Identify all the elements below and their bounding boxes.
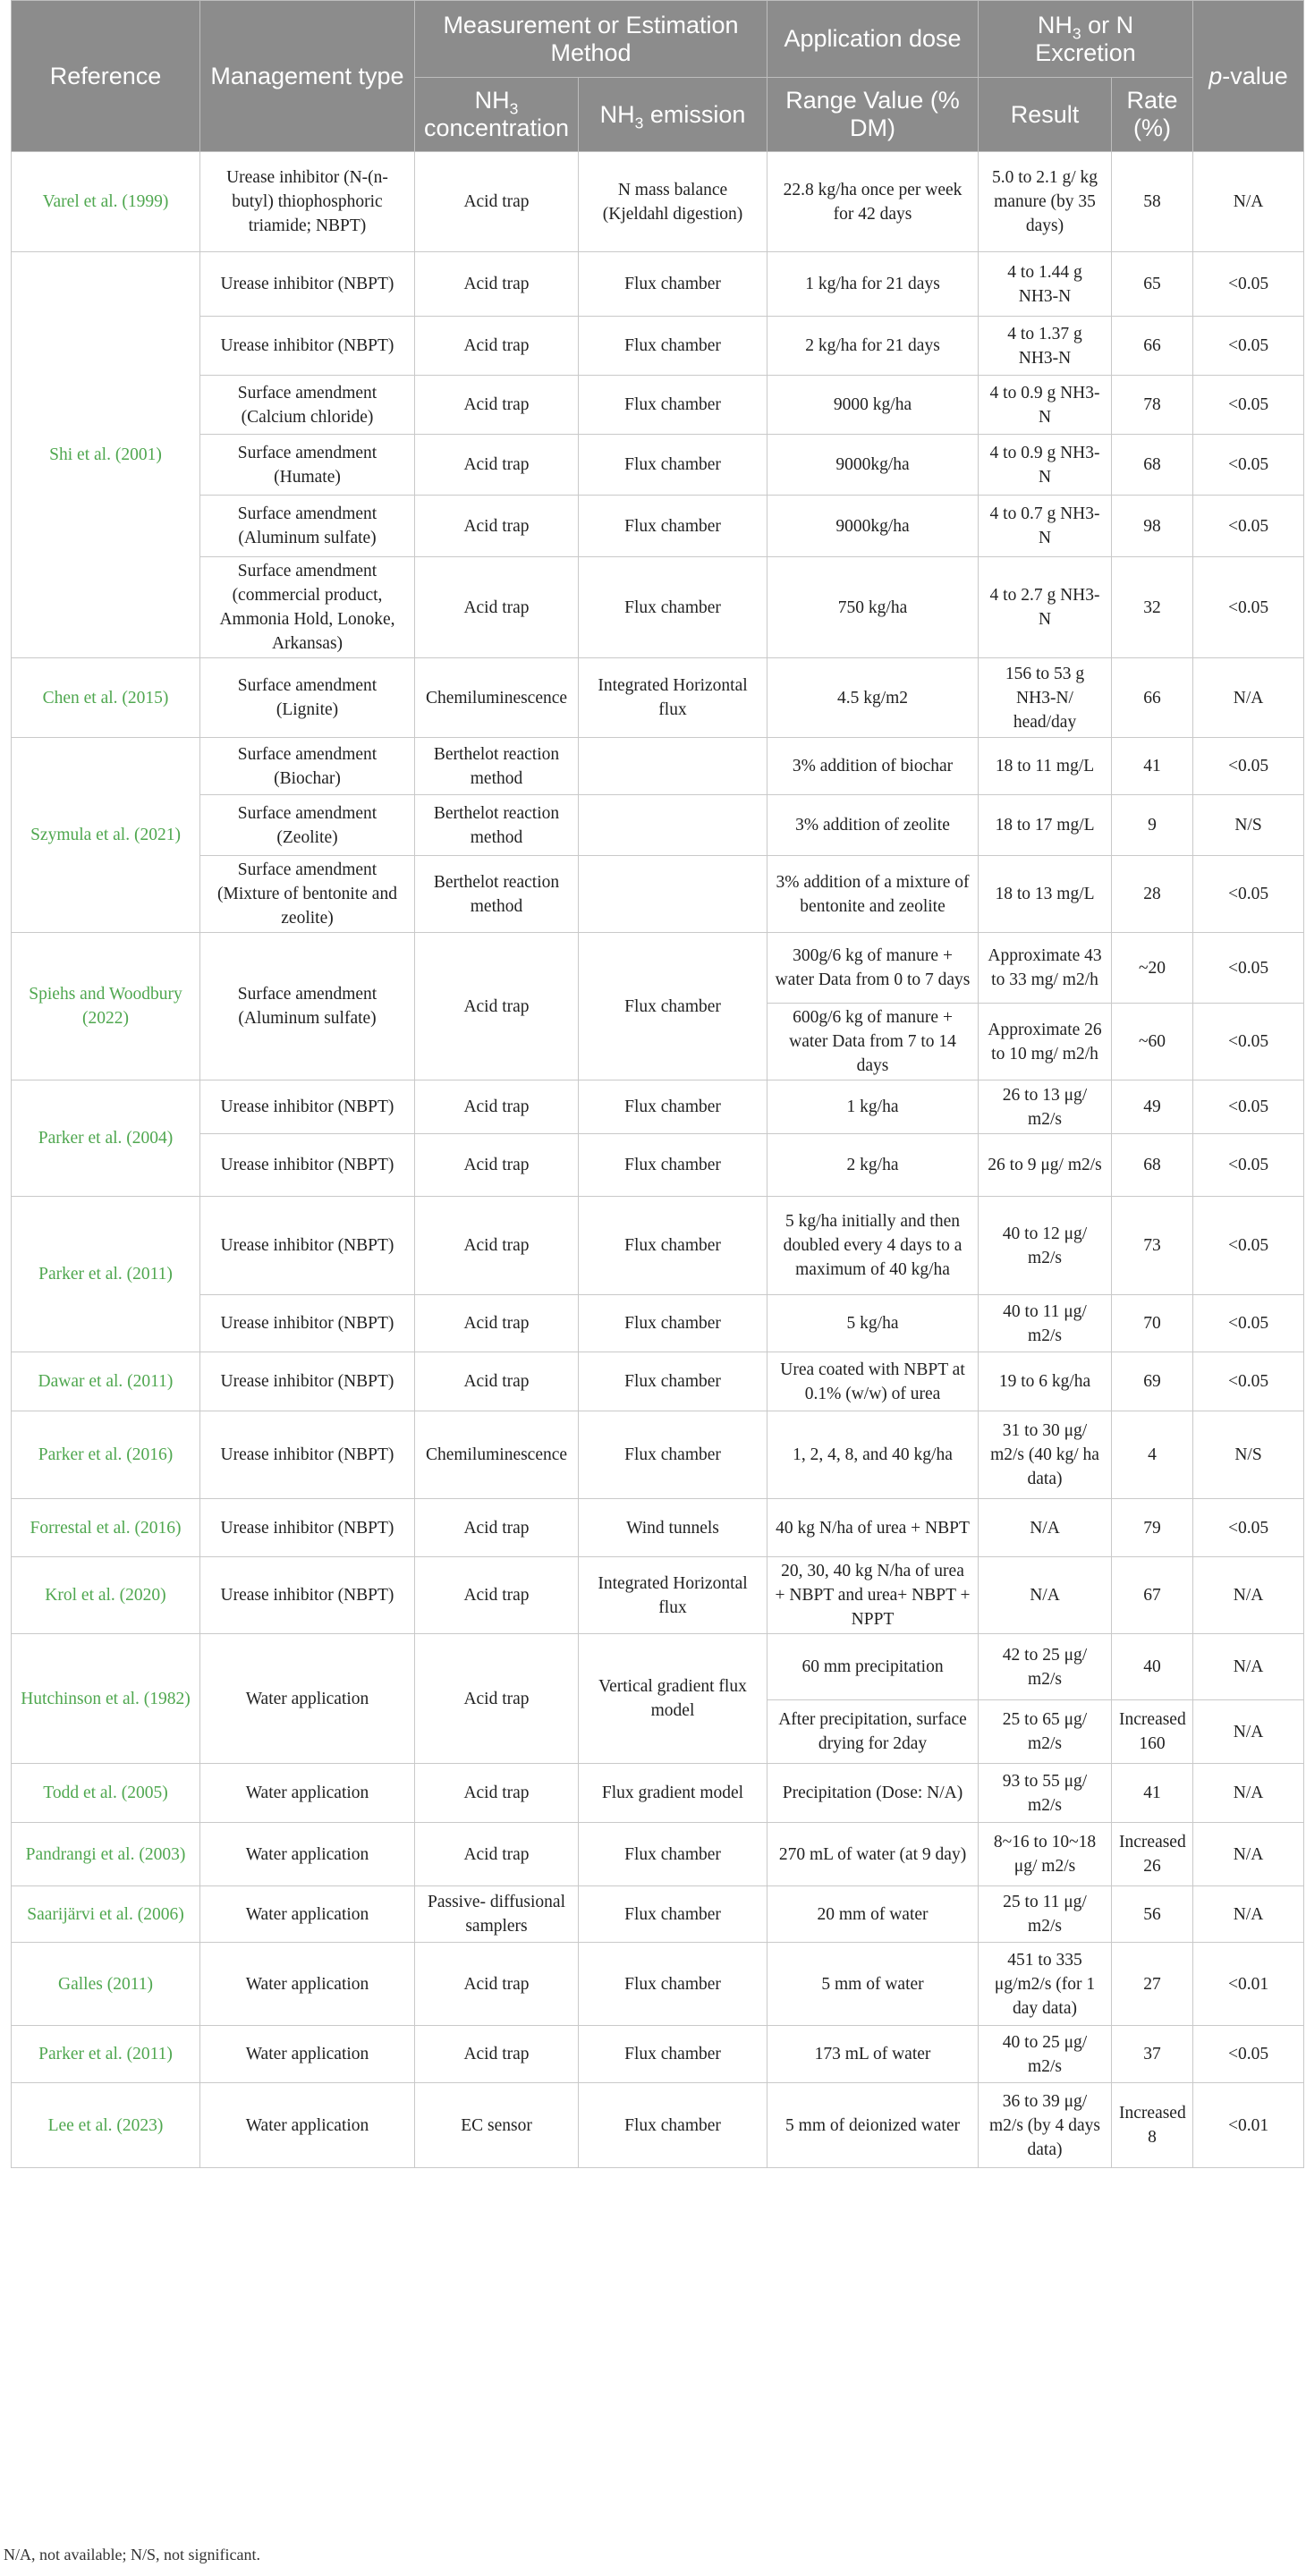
reference-link[interactable]: Forrestal et al. (2016) [12,1499,200,1557]
table-row [12,2026,1304,2083]
nh3-concentration-cell: Acid trap [415,1197,579,1295]
result-cell: 40 to 25 μg/ m2/s [979,2026,1112,2083]
result-cell: 156 to 53 g NH3-N/ head/day [979,658,1112,738]
rate-cell: 69 [1112,1352,1193,1411]
result-cell: 26 to 13 μg/ m2/s [979,1080,1112,1134]
nh3-concentration-cell: Acid trap [415,435,579,496]
application-dose-cell: 300g/6 kg of manure + water Data from 0 to 7 days [767,933,979,1004]
rate-cell: 79 [1112,1499,1193,1557]
application-dose-cell: 20, 30, 40 kg N/ha of urea + NBPT and urea+ NBPT + NPPT [767,1557,979,1634]
nh3-emission-cell: Flux chamber [579,252,767,317]
management-type-cell: Surface amendment (Aluminum sulfate) [200,496,415,557]
management-type-cell: Surface amendment (Mixture of bentonite and zeolite) [200,856,415,933]
result-cell: 25 to 11 μg/ m2/s [979,1886,1112,1943]
p-value-cell: N/S [1193,1411,1304,1499]
reference-link[interactable]: Pandrangi et al. (2003) [12,1823,200,1886]
footnote: N/A, not available; N/S, not significant. [4,2546,260,2563]
nh3-concentration-cell: Chemiluminescence [415,1411,579,1499]
nh3-emission-cell: Flux chamber [579,435,767,496]
reference-link[interactable]: Lee et al. (2023) [12,2083,200,2168]
table-row [12,738,1304,795]
result-cell: 4 to 2.7 g NH3-N [979,557,1112,658]
table-row [12,1352,1304,1411]
nh3-emission-cell: Flux chamber [579,496,767,557]
header-nh3-concentration: $NH_3$ concentration [415,78,579,152]
rate-cell: 28 [1112,856,1193,933]
nh3-concentration-cell: Acid trap [415,933,579,1080]
management-type-cell: Urease inhibitor (NBPT) [200,1352,415,1411]
rate-cell: 41 [1112,1764,1193,1823]
nh3-emission-cell: Wind tunnels [579,1499,767,1557]
nh3-emission-cell: Vertical gradient flux model [579,1634,767,1764]
application-dose-cell: 750 kg/ha [767,557,979,658]
application-dose-cell: 1 kg/ha for 21 days [767,252,979,317]
management-type-cell: Water application [200,2083,415,2168]
table-row [12,2083,1304,2168]
result-cell: 42 to 25 μg/ m2/s [979,1634,1112,1700]
table-row [12,1080,1304,1134]
table-row [12,496,1304,557]
nh3-emission-cell: Flux gradient model [579,1764,767,1823]
management-type-cell: Urease inhibitor (NBPT) [200,1197,415,1295]
nh3-emission-cell [579,795,767,856]
result-cell: 8~16 to 10~18 μg/ m2/s [979,1823,1112,1886]
application-dose-cell: 173 mL of water [767,2026,979,2083]
result-cell: 19 to 6 kg/ha [979,1352,1112,1411]
management-type-cell: Urease inhibitor (NBPT) [200,1295,415,1352]
rate-cell: Increased 26 [1112,1823,1193,1886]
application-dose-cell: 9000kg/ha [767,496,979,557]
application-dose-cell: 600g/6 kg of manure + water Data from 7 to 14 days [767,1004,979,1080]
nh3-concentration-cell: Chemiluminescence [415,658,579,738]
application-dose-cell: 40 kg N/ha of urea + NBPT [767,1499,979,1557]
nh3-emission-cell [579,738,767,795]
application-dose-cell: 60 mm precipitation [767,1634,979,1700]
result-cell: 36 to 39 μg/ m2/s (by 4 days data) [979,2083,1112,2168]
header-nh3-emission: $NH_3$ emission [579,78,767,152]
management-type-cell: Surface amendment (Zeolite) [200,795,415,856]
table-row [12,1943,1304,2026]
nh3-concentration-cell: Passive- diffusional samplers [415,1886,579,1943]
rate-cell: 98 [1112,496,1193,557]
rate-cell: 41 [1112,738,1193,795]
p-value-cell: <0.01 [1193,1943,1304,2026]
management-type-cell: Urease inhibitor (NBPT) [200,252,415,317]
application-dose-cell: 9000 kg/ha [767,376,979,435]
nh3-concentration-cell: Acid trap [415,1134,579,1197]
table-row [12,795,1304,856]
header-measurement-method: Measurement or Estimation Method [415,1,767,78]
management-type-cell: Urease inhibitor (NBPT) [200,1411,415,1499]
p-value-cell: N/A [1193,1557,1304,1634]
nh3-concentration-cell: Acid trap [415,376,579,435]
result-cell: 18 to 13 mg/L [979,856,1112,933]
nh3-emission-cell: N mass balance (Kjeldahl digestion) [579,152,767,252]
rate-cell: 67 [1112,1557,1193,1634]
rate-cell: 9 [1112,795,1193,856]
rate-cell: 37 [1112,2026,1193,2083]
table-row [12,1411,1304,1499]
management-type-cell: Urease inhibitor (NBPT) [200,1557,415,1634]
management-type-cell: Water application [200,1823,415,1886]
table-row [12,317,1304,376]
header-range-value: Range Value (% DM) [767,78,979,152]
p-value-cell: <0.05 [1193,252,1304,317]
application-dose-cell: 5 mm of deionized water [767,2083,979,2168]
table-row [12,1295,1304,1352]
nh3-concentration-cell: Acid trap [415,1352,579,1411]
p-value-cell: <0.05 [1193,557,1304,658]
table-row [12,252,1304,317]
result-cell: 25 to 65 μg/ m2/s [979,1700,1112,1764]
p-value-cell: N/A [1193,1700,1304,1764]
management-type-cell: Water application [200,1634,415,1764]
nh3-concentration-cell: Berthelot reaction method [415,738,579,795]
reference-link[interactable]: Shi et al. (2001) [12,252,200,658]
p-value-cell: <0.05 [1193,435,1304,496]
application-dose-cell: 3% addition of biochar [767,738,979,795]
header-application-dose: Application dose [767,1,979,78]
nh3-concentration-cell: Acid trap [415,1080,579,1134]
p-value-cell: <0.05 [1193,317,1304,376]
p-value-cell: <0.05 [1193,1134,1304,1197]
nh3-concentration-cell: Acid trap [415,1499,579,1557]
nh3-concentration-cell: Acid trap [415,557,579,658]
table-row [12,1499,1304,1557]
table-row [12,557,1304,658]
result-cell: 31 to 30 μg/ m2/s (40 kg/ ha data) [979,1411,1112,1499]
result-cell: 4 to 0.7 g NH3-N [979,496,1112,557]
nh3-emission-cell: Flux chamber [579,557,767,658]
header-management-type: Management type [200,1,415,152]
rate-cell: 68 [1112,1134,1193,1197]
application-dose-cell: 22.8 kg/ha once per week for 42 days [767,152,979,252]
nh3-emission-cell: Flux chamber [579,1080,767,1134]
application-dose-cell: 3% addition of zeolite [767,795,979,856]
result-cell: 4 to 1.37 g NH3-N [979,317,1112,376]
p-value-cell: <0.05 [1193,1004,1304,1080]
nh3-concentration-cell: Acid trap [415,1634,579,1764]
nh3-concentration-cell: Acid trap [415,1764,579,1823]
application-dose-cell: 1 kg/ha [767,1080,979,1134]
management-type-cell: Urease inhibitor (NBPT) [200,317,415,376]
p-value-cell: <0.05 [1193,1352,1304,1411]
reference-link[interactable]: Todd et al. (2005) [12,1764,200,1823]
nh3-emission-cell: Flux chamber [579,2083,767,2168]
management-type-cell: Water application [200,1943,415,2026]
p-value-cell: <0.05 [1193,496,1304,557]
application-dose-cell: Urea coated with NBPT at 0.1% (w/w) of urea [767,1352,979,1411]
header-rate: Rate (%) [1112,78,1193,152]
p-value-cell: N/A [1193,1823,1304,1886]
management-type-cell: Urease inhibitor (NBPT) [200,1499,415,1557]
table-row [12,152,1304,252]
nh3-emission-cell: Flux chamber [579,1823,767,1886]
nh3-concentration-cell: Acid trap [415,496,579,557]
nh3-emission-cell: Flux chamber [579,376,767,435]
p-value-cell: N/A [1193,658,1304,738]
nh3-concentration-cell: EC sensor [415,2083,579,2168]
application-dose-cell: 1, 2, 4, 8, and 40 kg/ha [767,1411,979,1499]
p-value-cell: <0.01 [1193,2083,1304,2168]
p-value-cell: <0.05 [1193,856,1304,933]
result-cell: Approximate 26 to 10 mg/ m2/h [979,1004,1112,1080]
management-type-cell: Urease inhibitor (NBPT) [200,1080,415,1134]
nh3-concentration-cell: Acid trap [415,1943,579,2026]
table-row [12,1764,1304,1823]
result-cell: 93 to 55 μg/ m2/s [979,1764,1112,1823]
rate-cell: 49 [1112,1080,1193,1134]
nh3-concentration-cell: Acid trap [415,1557,579,1634]
p-value-cell: N/A [1193,1764,1304,1823]
header-excretion: $NH_3$ or N Excretion [979,1,1193,78]
reference-link[interactable]: Parker et al. (2011) [12,1197,200,1352]
application-dose-cell: Precipitation (Dose: N/A) [767,1764,979,1823]
nh3-emission-cell: Integrated Horizontal flux [579,1557,767,1634]
reference-link[interactable]: Szymula et al. (2021) [12,738,200,933]
p-value-cell: <0.05 [1193,1295,1304,1352]
rate-cell: 56 [1112,1886,1193,1943]
nh3-concentration-cell: Acid trap [415,2026,579,2083]
result-cell: 26 to 9 μg/ m2/s [979,1134,1112,1197]
rate-cell: 73 [1112,1197,1193,1295]
p-value-cell: <0.05 [1193,933,1304,1004]
rate-cell: 58 [1112,152,1193,252]
table-row [12,1197,1304,1295]
header-result: Result [979,78,1112,152]
result-cell: 4 to 1.44 g NH3-N [979,252,1112,317]
result-cell: 18 to 11 mg/L [979,738,1112,795]
rate-cell: 70 [1112,1295,1193,1352]
nh3-concentration-cell: Acid trap [415,1295,579,1352]
rate-cell: 65 [1112,252,1193,317]
result-cell: 451 to 335 μg/m2/s (for 1 day data) [979,1943,1112,2026]
result-cell: 5.0 to 2.1 g/ kg manure (by 35 days) [979,152,1112,252]
reference-link[interactable]: Hutchinson et al. (1982) [12,1634,200,1764]
rate-cell: 4 [1112,1411,1193,1499]
application-dose-cell: 5 mm of water [767,1943,979,2026]
reference-link[interactable]: Galles (2011) [12,1943,200,2026]
reference-link[interactable]: Parker et al. (2004) [12,1080,200,1197]
rate-cell: 32 [1112,557,1193,658]
p-value-cell: <0.05 [1193,376,1304,435]
rate-cell: 78 [1112,376,1193,435]
nh3-emission-cell: Flux chamber [579,1411,767,1499]
p-value-cell: N/A [1193,1634,1304,1700]
application-dose-cell: 20 mm of water [767,1886,979,1943]
table-row [12,1134,1304,1197]
nh3-emission-cell: Flux chamber [579,1134,767,1197]
management-type-cell: Water application [200,2026,415,2083]
result-cell: 40 to 12 μg/ m2/s [979,1197,1112,1295]
p-value-cell: N/S [1193,795,1304,856]
result-cell: 18 to 17 mg/L [979,795,1112,856]
result-cell: 40 to 11 μg/ m2/s [979,1295,1112,1352]
nh3-concentration-cell: Acid trap [415,152,579,252]
nh3-emission-cell: Flux chamber [579,2026,767,2083]
table-row [12,1886,1304,1943]
rate-cell: 27 [1112,1943,1193,2026]
management-type-cell: Water application [200,1886,415,1943]
result-cell: 4 to 0.9 g NH3-N [979,435,1112,496]
table-row [12,856,1304,933]
management-type-cell: Surface amendment (Calcium chloride) [200,376,415,435]
management-type-cell: Surface amendment (Humate) [200,435,415,496]
table-row [12,658,1304,738]
result-cell: N/A [979,1557,1112,1634]
nh3-concentration-cell: Berthelot reaction method [415,795,579,856]
p-value-cell: <0.05 [1193,2026,1304,2083]
nh3-emission-cell: Flux chamber [579,1197,767,1295]
rate-cell: Increased 160 [1112,1700,1193,1764]
p-value-cell: N/A [1193,1886,1304,1943]
application-dose-cell: 2 kg/ha [767,1134,979,1197]
table-row [12,376,1304,435]
nh3-emission-cell: Flux chamber [579,1943,767,2026]
management-type-cell: Urease inhibitor (NBPT) [200,1134,415,1197]
table-row [12,435,1304,496]
result-cell: N/A [979,1499,1112,1557]
p-value-cell: <0.05 [1193,1499,1304,1557]
application-dose-cell: 3% addition of a mixture of bentonite and zeolite [767,856,979,933]
nh3-emission-cell: Flux chamber [579,317,767,376]
reference-link[interactable]: Parker et al. (2016) [12,1411,200,1499]
nh3-concentration-cell: Acid trap [415,1823,579,1886]
application-dose-cell: After precipitation, surface drying for 2day [767,1700,979,1764]
header-p-value: p-value [1193,1,1304,152]
application-dose-cell: 5 kg/ha initially and then doubled every 4 days to a maximum of 40 kg/ha [767,1197,979,1295]
management-type-cell: Surface amendment (Lignite) [200,658,415,738]
p-value-cell: <0.05 [1193,1197,1304,1295]
table-row [12,1823,1304,1886]
management-type-cell: Urease inhibitor (N-(n-butyl) thiophosphoric triamide; NBPT) [200,152,415,252]
application-dose-cell: 270 mL of water (at 9 day) [767,1823,979,1886]
rate-cell: ~60 [1112,1004,1193,1080]
p-value-cell: <0.05 [1193,1080,1304,1134]
nh3-emission-cell: Flux chamber [579,1295,767,1352]
reference-link[interactable]: Spiehs and Woodbury (2022) [12,933,200,1080]
reference-link[interactable]: Krol et al. (2020) [12,1557,200,1634]
rate-cell: Increased 8 [1112,2083,1193,2168]
rate-cell: 68 [1112,435,1193,496]
rate-cell: ~20 [1112,933,1193,1004]
application-dose-cell: 5 kg/ha [767,1295,979,1352]
nh3-emission-cell: Flux chamber [579,1352,767,1411]
nh3-emission-cell: Flux chamber [579,933,767,1080]
rate-cell: 66 [1112,317,1193,376]
reference-link[interactable]: Parker et al. (2011) [12,2026,200,2083]
application-dose-cell: 4.5 kg/m2 [767,658,979,738]
p-value-cell: N/A [1193,152,1304,252]
rate-cell: 66 [1112,658,1193,738]
reference-link[interactable]: Dawar et al. (2011) [12,1352,200,1411]
management-type-cell: Surface amendment (commercial product, Ammonia Hold, Lonoke, Arkansas) [200,557,415,658]
table-row [12,1557,1304,1634]
application-dose-cell: 9000kg/ha [767,435,979,496]
reference-link[interactable]: Varel et al. (1999) [12,152,200,252]
nh3-emission-cell: Flux chamber [579,1886,767,1943]
management-type-cell: Water application [200,1764,415,1823]
nh3-emission-cell: Integrated Horizontal flux [579,658,767,738]
reference-link[interactable]: Saarijärvi et al. (2006) [12,1886,200,1943]
table-container [11,0,1303,2168]
table-row [12,933,1304,1004]
nh3-concentration-cell: Berthelot reaction method [415,856,579,933]
p-value-cell: <0.05 [1193,738,1304,795]
table-body [12,152,1304,2168]
nh3-concentration-cell: Acid trap [415,252,579,317]
table-row [12,1634,1304,1700]
nh3-concentration-cell: Acid trap [415,317,579,376]
management-type-cell: Surface amendment (Biochar) [200,738,415,795]
management-type-cell: Surface amendment (Aluminum sulfate) [200,933,415,1080]
header-reference: Reference [12,1,200,152]
data-table [11,0,1304,2168]
result-cell: 4 to 0.9 g NH3-N [979,376,1112,435]
reference-link[interactable]: Chen et al. (2015) [12,658,200,738]
nh3-emission-cell [579,856,767,933]
rate-cell: 40 [1112,1634,1193,1700]
result-cell: Approximate 43 to 33 mg/ m2/h [979,933,1112,1004]
application-dose-cell: 2 kg/ha for 21 days [767,317,979,376]
